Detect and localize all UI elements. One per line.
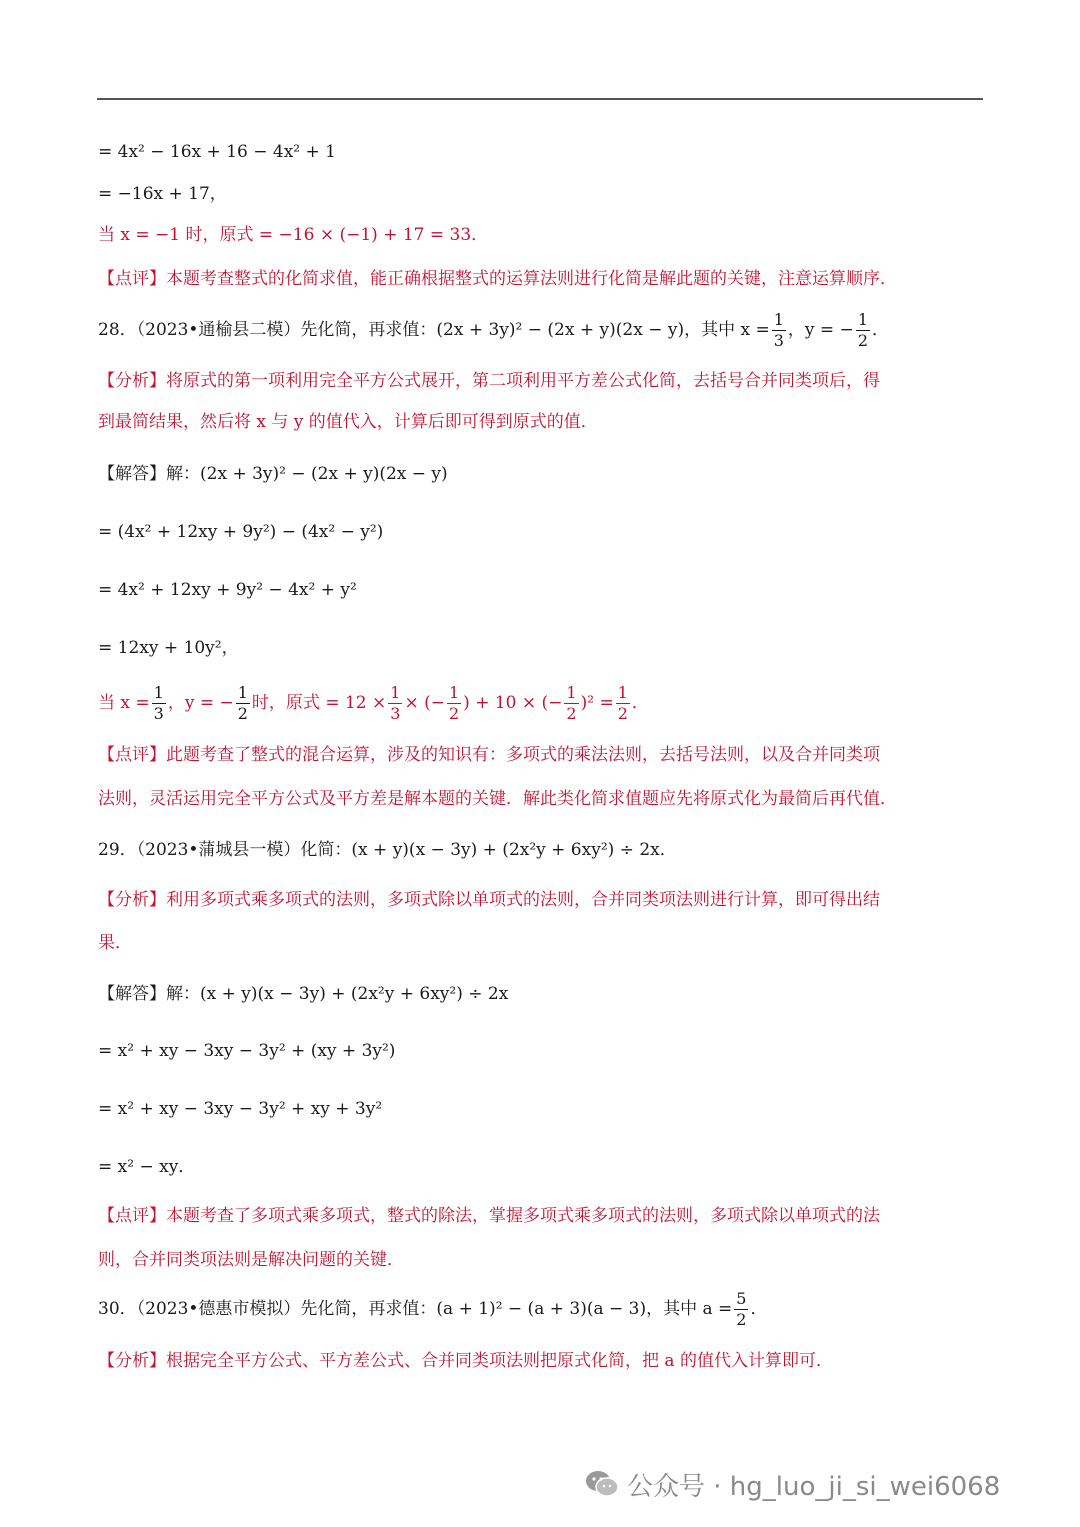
question-30-text: 30．（2023•德惠市模拟）先化简，再求值：(a + 1)² − (a + 3)(a − 3)，其中 a =: [98, 1299, 733, 1319]
comment-line: 【点评】此题考查了整式的混合运算，涉及的知识有：多项式的乘法法则，去括号法则，以及合并同类项: [98, 745, 880, 765]
analysis-line: 到最简结果，然后将 x 与 y 的值代入，计算后即可得到原式的值．: [98, 412, 598, 432]
fraction-one-half: $\frac{1}{2}$: [857, 310, 868, 350]
fraction-five-halves: $\frac{5}{2}$: [736, 1289, 747, 1329]
analysis-line: 【分析】利用多项式乘多项式的法则，多项式除以单项式的法则，合并同类项法则进行计算，即可得出结: [98, 890, 880, 910]
substitution-line: 当 x = $\frac{1}{3}$ ，y = − $\frac{1}{2}$ 时，原式 = 12 × $\frac{1}{3}$ × (− $\frac{1}{2}$ ) + 10 × (− $\frac{1}{2}$ )² = $\frac{1}{2}$ ．: [98, 683, 649, 723]
analysis-line: 【分析】根据完全平方公式、平方差公式、合并同类项法则把原式化简，把 a 的值代入计算即可．: [98, 1351, 833, 1371]
watermark: [585, 1462, 1000, 1506]
analysis-line: 【分析】将原式的第一项利用完全平方公式展开，第二项利用平方差公式化简，去括号合并同类项后，得: [98, 371, 880, 391]
step-line: = x² − xy．: [98, 1157, 196, 1177]
step-line: = x² + xy − 3xy − 3y² + (xy + 3y²): [98, 1041, 396, 1061]
comment-line: 【点评】本题考查了多项式乘多项式，整式的除法，掌握多项式乘多项式的法则，多项式除以单项式的法: [98, 1206, 880, 1226]
header-divider: [97, 98, 983, 100]
wechat-icon: [585, 1469, 619, 1499]
step-line: = 4x² + 12xy + 9y² − 4x² + y²: [98, 580, 357, 600]
analysis-line: 果．: [98, 933, 132, 953]
comment-line: 【点评】本题考查整式的化简求值，能正确根据整式的运算法则进行化简是解此题的关键，注意运算顺序．: [98, 269, 897, 289]
watermark-text: 公众号 · hg_luo_ji_si_wei6068: [627, 1471, 1001, 1502]
answer-line: 【解答】解：(2x + 3y)² − (2x + y)(2x − y): [98, 464, 448, 484]
fraction-one-half: $\frac{1}{2}$: [617, 683, 628, 723]
question-28: 28．（2023•通榆县二模）先化简，再求值：(2x + 3y)² − (2x + y)(2x − y)，其中 x = $\frac{1}{3}$ ，y = − $\frac{1}{2}$ ．: [98, 310, 889, 350]
question-29: 29．（2023•蒲城县一模）化简：(x + y)(x − 3y) + (2x²y + 6xy²) ÷ 2x．: [98, 840, 677, 860]
fraction-one-third: $\frac{1}{3}$: [390, 683, 401, 723]
question-28-text: 28．（2023•通榆县二模）先化简，再求值：(2x + 3y)² − (2x + y)(2x − y)，其中 x =: [98, 320, 770, 340]
substitution-line: 当 x = −1 时，原式 = −16 × (−1) + 17 = 33．: [98, 225, 489, 245]
step-line: = 12xy + 10y²，: [98, 638, 239, 658]
step-line: = 4x² − 16x + 16 − 4x² + 1: [98, 142, 336, 162]
comment-line: 则，合并同类项法则是解决问题的关键．: [98, 1250, 404, 1270]
step-line: = −16x + 17，: [98, 184, 227, 204]
fraction-one-third: $\frac{1}{3}$: [773, 310, 784, 350]
answer-line: 【解答】解：(x + y)(x − 3y) + (2x²y + 6xy²) ÷ 2x: [98, 984, 509, 1004]
fraction-one-half: $\frac{1}{2}$: [237, 683, 248, 723]
step-line: = x² + xy − 3xy − 3y² + xy + 3y²: [98, 1099, 383, 1119]
fraction-one-half: $\frac{1}{2}$: [566, 683, 577, 723]
comment-line: 法则，灵活运用完全平方公式及平方差是解本题的关键．解此类化简求值题应先将原式化为最简后再代值．: [98, 789, 897, 809]
step-line: = (4x² + 12xy + 9y²) − (4x² − y²): [98, 522, 384, 542]
fraction-one-third: $\frac{1}{3}$: [153, 683, 164, 723]
fraction-one-half: $\frac{1}{2}$: [448, 683, 460, 723]
question-30: 30．（2023•德惠市模拟）先化简，再求值：(a + 1)² − (a + 3)(a − 3)，其中 a = $\frac{5}{2}$ ．: [98, 1289, 768, 1329]
